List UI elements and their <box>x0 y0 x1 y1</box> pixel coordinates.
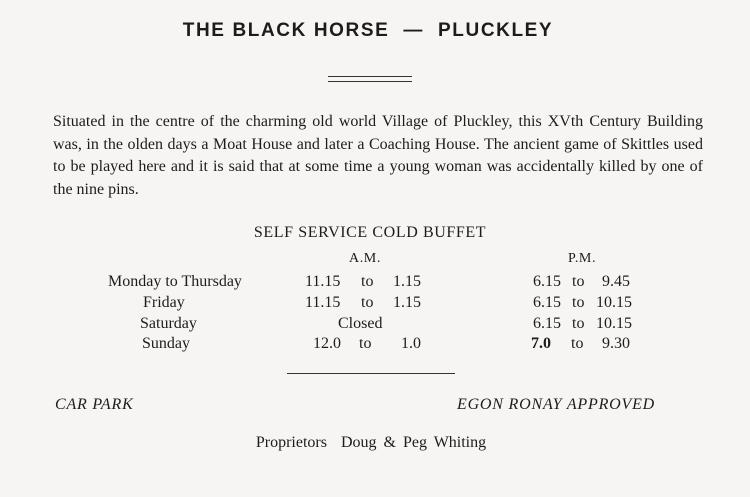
day-label: Sunday <box>142 335 190 352</box>
intro-paragraph: Situated in the centre of the charming old world Village of Pluckley, this XVth Century Building was, in the olden days a Moat House and later a Coaching House. The ancient game of Skittles used to be played here and it is said that at some time a young woman was accidentally killed by one of the nine pins. <box>53 113 703 198</box>
am-closed-text: Closed <box>338 315 383 332</box>
am-to-word: to <box>359 335 372 352</box>
title-dash: — <box>403 20 425 41</box>
am-close-time: 1.15 <box>393 273 421 290</box>
pm-open-time: 6.15 <box>533 294 561 311</box>
buffet-heading: SELF SERVICE COLD BUFFET <box>253 224 487 241</box>
day-label: Friday <box>143 294 185 311</box>
page-title <box>0 20 736 42</box>
pm-to-word: to <box>572 315 585 332</box>
pm-to-word: to <box>572 273 585 290</box>
title-place: PLUCKLEY <box>438 20 554 41</box>
rule-divider <box>287 373 455 374</box>
pm-close-time: 9.45 <box>602 273 630 290</box>
pm-column-header: P.M. <box>568 251 597 266</box>
am-column-header: A.M. <box>349 251 381 266</box>
am-close-time: 1.15 <box>393 294 421 311</box>
pm-open-time: 6.15 <box>533 315 561 332</box>
day-label: Saturday <box>140 315 197 332</box>
pm-to-word: to <box>571 335 584 352</box>
am-to-word: to <box>361 294 374 311</box>
am-to-word: to <box>361 273 374 290</box>
pm-close-time: 9.30 <box>602 335 630 352</box>
pm-open-time: 6.15 <box>533 273 561 290</box>
double-rule-divider <box>328 76 412 82</box>
proprietors-line: Proprietors Doug & Peg Whiting <box>255 434 487 451</box>
am-open-time: 11.15 <box>305 273 341 290</box>
am-open-time: 12.0 <box>313 335 341 352</box>
pm-open-time: 7.0 <box>531 335 551 352</box>
egon-ronay-note: EGON RONAY APPROVED <box>457 396 656 413</box>
day-label: Monday to Thursday <box>108 273 242 290</box>
pm-close-time: 10.15 <box>596 315 632 332</box>
pm-to-word: to <box>572 294 585 311</box>
title-name: THE BLACK HORSE <box>182 20 390 41</box>
am-open-time: 11.15 <box>305 294 341 311</box>
am-close-time: 1.0 <box>401 335 421 352</box>
car-park-note: CAR PARK <box>55 396 134 413</box>
pm-close-time: 10.15 <box>596 294 632 311</box>
